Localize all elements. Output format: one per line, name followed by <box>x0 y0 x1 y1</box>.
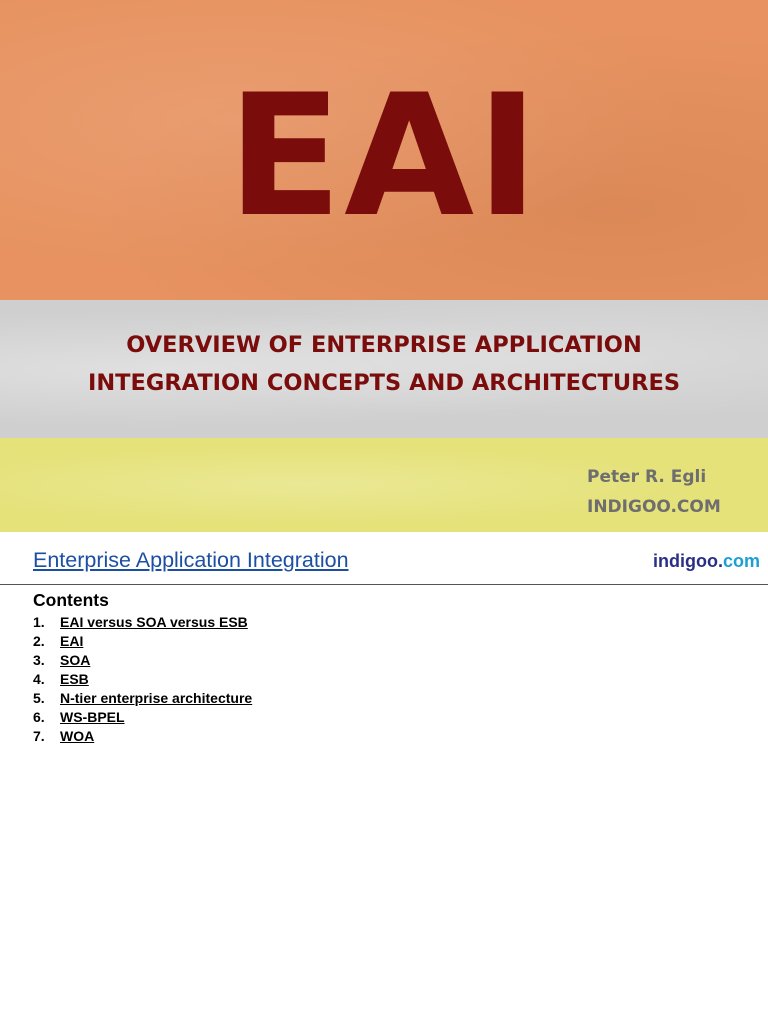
toc-number: 1. <box>33 614 45 630</box>
toc-link-woa[interactable]: WOA <box>60 728 95 744</box>
toc-item <box>33 670 252 689</box>
logo-text-part-1: indigoo. <box>653 551 723 571</box>
toc-link-ws-bpel[interactable]: WS-BPEL <box>60 709 125 725</box>
toc-link-eai-soa-esb[interactable]: EAI versus SOA versus ESB <box>60 614 248 630</box>
toc-item <box>33 727 252 746</box>
toc-number: 5. <box>33 690 45 706</box>
toc-item <box>33 708 252 727</box>
toc-number: 6. <box>33 709 45 725</box>
toc-number: 7. <box>33 728 45 744</box>
table-of-contents <box>33 613 252 746</box>
toc-number: 4. <box>33 671 45 687</box>
logo-text-part-2: com <box>722 551 760 571</box>
contents-slide <box>0 532 768 1024</box>
header-divider <box>0 584 768 585</box>
indigoo-logo <box>653 551 760 572</box>
author-name: Peter R. Egli <box>587 467 707 487</box>
toc-link-esb[interactable]: ESB <box>60 671 89 687</box>
toc-link-eai[interactable]: EAI <box>60 633 84 649</box>
author-block <box>587 462 721 522</box>
toc-item <box>33 689 252 708</box>
toc-link-soa[interactable]: SOA <box>60 652 91 668</box>
toc-link-n-tier[interactable]: N-tier enterprise architecture <box>60 690 253 706</box>
subtitle-line-2: INTEGRATION CONCEPTS AND ARCHITECTURES <box>87 370 681 396</box>
slide-header: Enterprise Application Integration <box>33 548 349 572</box>
slide-title: EAI <box>227 58 541 254</box>
toc-number: 3. <box>33 652 45 668</box>
toc-number: 2. <box>33 633 45 649</box>
toc-item <box>33 632 252 651</box>
subtitle-line-1: OVERVIEW OF ENTERPRISE APPLICATION <box>126 332 642 358</box>
toc-item <box>33 613 252 632</box>
slide-subtitle <box>0 326 768 402</box>
author-site: INDIGOO.COM <box>587 497 721 517</box>
toc-item <box>33 651 252 670</box>
contents-heading: Contents <box>33 590 109 610</box>
